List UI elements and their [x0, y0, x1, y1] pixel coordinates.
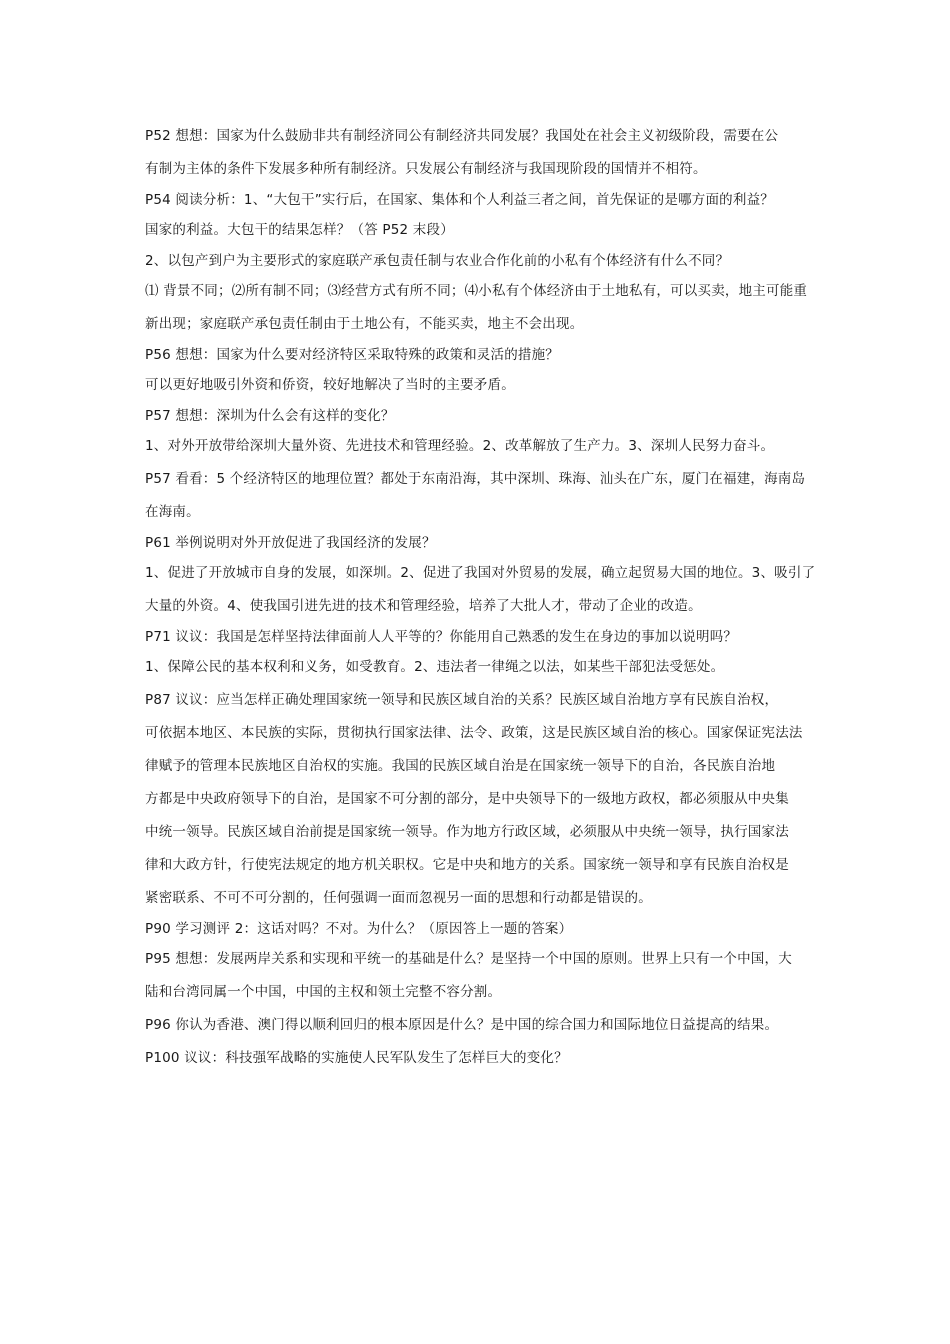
text-line: P52 想想：国家为什么鼓励非共有制经济同公有制经济共同发展？我国处在社会主义初级阶段，需要在公 — [145, 128, 779, 144]
text-line: 有制为主体的条件下发展多种所有制经济。只发展公有制经济与我国现阶段的国情并不相符。 — [145, 161, 707, 177]
text-line: 国家的利益。大包干的结果怎样？（答 P52 末段） — [145, 222, 454, 238]
text-line: 中统一领导。民族区域自治前提是国家统一领导。作为地方行政区域，必须服从中央统一领导，执行国家法 — [145, 824, 789, 840]
text-line: ⑴ 背景不同；⑵所有制不同；⑶经营方式有所不同；⑷小私有个体经济由于土地私有，可以买卖，地主可能重 — [145, 283, 808, 299]
text-line: 1、促进了开放城市自身的发展，如深圳。2、促进了我国对外贸易的发展，确立起贸易大国的地位。3、吸引了 — [145, 565, 816, 581]
text-line: P56 想想：国家为什么要对经济特区采取特殊的政策和灵活的措施？ — [145, 347, 560, 363]
text-line: P100 议议：科技强军战略的实施使人民军队发生了怎样巨大的变化？ — [145, 1050, 568, 1066]
text-line: P87 议议：应当怎样正确处理国家统一领导和民族区域自治的关系？民族区域自治地方享有民族自治权， — [145, 692, 779, 708]
text-line: P54 阅读分析：1、“大包干”实行后，在国家、集体和个人利益三者之间，首先保证的是哪方面的利益？ — [145, 192, 774, 208]
text-line: P61 举例说明对外开放促进了我国经济的发展？ — [145, 535, 436, 551]
text-line: 新出现；家庭联产承包责任制由于土地公有，不能买卖，地主不会出现。 — [145, 316, 584, 332]
text-line: 2、以包产到户为主要形式的家庭联产承包责任制与农业合作化前的小私有个体经济有什么不同？ — [145, 253, 730, 269]
text-line: 律赋予的管理本民族地区自治权的实施。我国的民族区域自治是在国家统一领导下的自治，各民族自治地 — [145, 758, 776, 774]
text-line: 可依据本地区、本民族的实际，贯彻执行国家法律、法令、政策，这是民族区域自治的核心。国家保证宪法法 — [145, 725, 803, 741]
text-line: P90 学习测评 2：这话对吗？不对。为什么？（原因答上一题的答案） — [145, 921, 573, 937]
text-line: P95 想想：发展两岸关系和实现和平统一的基础是什么？是坚持一个中国的原则。世界上只有一个中国，大 — [145, 951, 792, 967]
text-line: 紧密联系、不可不可分割的，任何强调一面而忽视另一面的思想和行动都是错误的。 — [145, 890, 652, 906]
text-line: 可以更好地吸引外资和侨资，较好地解决了当时的主要矛盾。 — [145, 377, 515, 393]
text-line: P96 你认为香港、澳门得以顺利回归的根本原因是什么？是中国的综合国力和国际地位日益提高的结果。 — [145, 1017, 779, 1033]
text-line: P57 看看：5 个经济特区的地理位置？都处于东南沿海，其中深圳、珠海、汕头在广东，厦门在福建，海南岛 — [145, 471, 806, 487]
text-line: 方都是中央政府领导下的自治，是国家不可分割的部分，是中央领导下的一级地方政权，都必须服从中央集 — [145, 791, 789, 807]
text-line: 律和大政方针，行使宪法规定的地方机关职权。它是中央和地方的关系。国家统一领导和享有民族自治权是 — [145, 857, 789, 873]
text-line: 大量的外资。4、使我国引进先进的技术和管理经验，培养了大批人才，带动了企业的改造。 — [145, 598, 702, 614]
text-line: P57 想想：深圳为什么会有这样的变化？ — [145, 408, 395, 424]
text-line: 1、对外开放带给深圳大量外资、先进技术和管理经验。2、改革解放了生产力。3、深圳人民努力奋斗。 — [145, 438, 775, 454]
text-line: 陆和台湾同属一个中国，中国的主权和领土完整不容分割。 — [145, 984, 502, 1000]
document-page — [145, 120, 816, 1075]
text-line: 在海南。 — [145, 504, 200, 520]
text-line: P71 议议：我国是怎样坚持法律面前人人平等的？你能用自己熟悉的发生在身边的事加以说明吗？ — [145, 629, 738, 645]
text-line: 1、保障公民的基本权利和义务，如受教育。2、违法者一律绳之以法，如某些干部犯法受惩处。 — [145, 659, 725, 675]
